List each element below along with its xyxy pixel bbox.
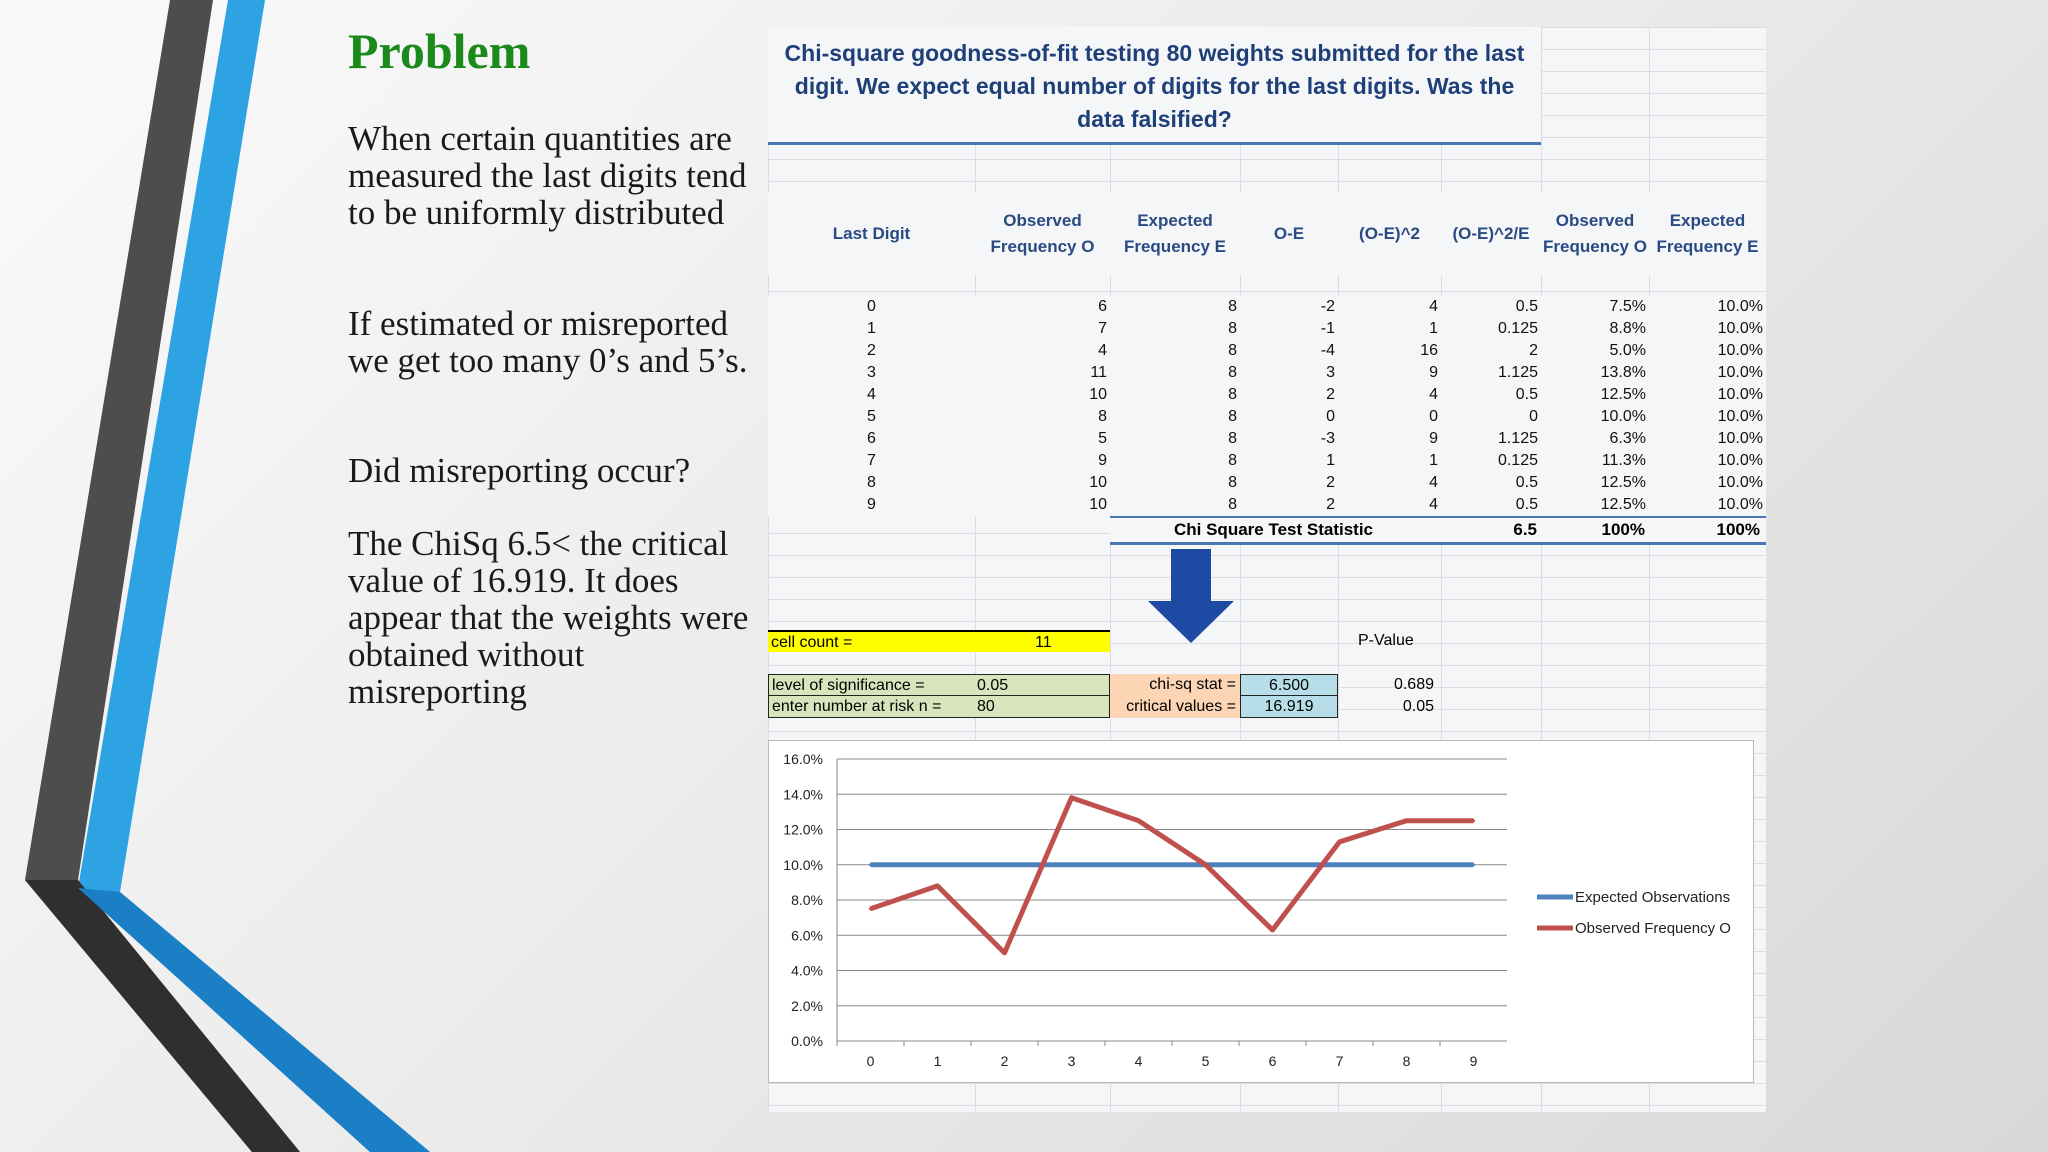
data-point [869,907,872,910]
table-row [768,362,1766,384]
x-tick-label: 6 [1268,1053,1277,1069]
table-cell[interactable]: 10.0% [1717,342,1763,359]
y-tick-label: 4.0% [791,962,823,979]
table-cell[interactable]: 10.0% [1717,386,1763,403]
data-point [1405,863,1408,866]
table-cell[interactable]: 0 [1529,408,1538,425]
table-cell[interactable]: 2 [1326,496,1335,513]
data-point [1271,863,1274,866]
y-tick-label: 8.0% [791,892,823,908]
table-cell[interactable]: 0 [867,298,876,315]
table-cell[interactable]: 12.5% [1600,386,1646,403]
data-point [1271,928,1274,931]
column-header: Last Digit [832,224,911,243]
table-cell[interactable]: 0.125 [1497,452,1538,469]
table-cell[interactable]: 12.5% [1600,496,1646,513]
table-row [768,494,1766,516]
y-tick-label: 0.0% [791,1033,823,1049]
table-cell[interactable]: 10 [1089,386,1107,403]
table-cell[interactable]: 10.0% [1717,320,1763,337]
table-row [768,472,1766,494]
x-tick-label: 9 [1469,1053,1478,1069]
table-cell[interactable]: 4 [1429,496,1438,513]
table-cell[interactable]: 8 [1228,452,1237,469]
data-point [936,884,939,887]
column-header: Expected Frequency E [1656,211,1759,256]
table-cell[interactable]: 7.5% [1609,298,1646,315]
table-cell[interactable]: 6 [1098,298,1107,315]
table-row [768,296,1766,318]
table-cell[interactable]: 8 [1228,408,1237,425]
alpha-value: 0.05 [1402,698,1434,715]
table-cell[interactable]: 9 [1429,430,1438,447]
data-point [936,863,939,866]
data-point [1338,840,1341,843]
chi-square-total: 6.5 [1513,520,1537,539]
data-point [1070,863,1073,866]
series-line-observed [871,798,1474,953]
table-row [768,450,1766,472]
table-cell[interactable]: 7 [1098,320,1107,337]
table-cell[interactable]: 10 [1089,474,1107,491]
table-cell[interactable]: 10 [1089,496,1107,513]
cell-count-box[interactable] [768,630,1110,652]
data-point [1472,819,1475,822]
table-cell[interactable]: 5.0% [1609,342,1646,359]
table-cell[interactable]: 1 [1429,452,1438,469]
table-cell[interactable]: 2 [867,342,876,359]
table-cell[interactable]: 8 [1228,342,1237,359]
table-header [768,193,1766,275]
table-cell[interactable]: 2 [1326,474,1335,491]
x-tick-label: 8 [1402,1053,1411,1069]
table-cell[interactable]: 2 [1326,386,1335,403]
table-row [768,406,1766,428]
y-tick-label: 16.0% [783,751,823,767]
table-cell[interactable]: 4 [1429,474,1438,491]
critical-values-label: critical values = [1110,696,1240,718]
data-point [1338,863,1341,866]
critical-value: 16.919 [1240,696,1338,718]
table-cell[interactable]: 10.0% [1717,496,1763,513]
expected-total: 100% [1716,520,1760,539]
table-cell[interactable]: 8 [867,474,876,491]
paragraph-misreported: If estimated or misreported we get too many 0’s and 5’s. [348,304,748,380]
observed-total: 100% [1601,520,1645,539]
table-cell[interactable]: 8 [1228,364,1237,381]
table-cell[interactable]: 9 [1098,452,1107,469]
table-cell[interactable]: 8 [1228,474,1237,491]
paragraph-conclusion: The ChiSq 6.5< the critical value of 16.919. It does appear that the weights were obtained without misreporting [348,524,749,711]
data-point [1137,819,1140,822]
table-cell[interactable]: 8.8% [1609,320,1646,337]
table-cell[interactable]: 0.5 [1515,386,1538,403]
x-tick-label: 4 [1134,1053,1143,1069]
column-header: Expected Frequency E [1123,211,1227,256]
table-cell[interactable]: 3 [1326,364,1335,381]
data-point [1472,863,1475,866]
los-value: 0.05 [977,677,1009,694]
data-point [1003,951,1006,954]
table-cell[interactable]: 0.5 [1515,298,1538,315]
y-tick-label: 10.0% [783,856,823,873]
data-point [1204,863,1207,866]
n-value: 80 [977,698,995,715]
column-header: Observed Frequency O [1543,211,1647,256]
table-cell[interactable]: 16 [1420,342,1438,359]
chi-square-label: Chi Square Test Statistic [1173,520,1373,539]
table-cell[interactable]: 10.0% [1717,430,1763,447]
n-label: enter number at risk n = [772,698,942,715]
column-header: (O-E)^2/E [1452,224,1530,243]
x-tick-label: 3 [1067,1053,1076,1069]
table-cell[interactable]: 4 [867,386,876,403]
table-cell[interactable]: 13.8% [1600,364,1646,381]
level-of-significance-row[interactable] [768,674,1110,696]
table-cell[interactable]: 4 [1098,342,1107,359]
table-cell[interactable]: 7 [867,452,876,469]
column-header: O-E [1273,224,1305,243]
los-label: level of significance = [772,677,925,694]
pvalue-value: 0.689 [1393,676,1434,693]
table-cell[interactable]: 10.0% [1717,474,1763,491]
table-cell[interactable]: -4 [1320,342,1335,359]
y-tick-label: 12.0% [783,821,823,838]
chisq-stat-value: 6.500 [1240,674,1338,696]
x-tick-label: 1 [933,1053,942,1069]
slide-title: Problem [348,23,531,79]
table-cell[interactable]: 9 [1429,364,1438,381]
legend-label: Observed Frequency O [1575,920,1731,937]
table-cell[interactable]: 6 [867,430,876,447]
chisq-stat-label: chi-sq stat = [1110,674,1240,696]
paragraph-uniform: When certain quantities are measured the last digits tend to be uniformly distributed [348,119,747,232]
down-arrow-icon [1148,549,1234,645]
table-cell[interactable]: -3 [1320,430,1335,447]
table-cell[interactable]: 0.125 [1497,320,1538,337]
x-tick-label: 5 [1201,1053,1210,1069]
table-cell[interactable]: 4 [1429,298,1438,315]
table-cell[interactable]: 8 [1228,430,1237,447]
totals-row [1110,516,1766,545]
table-cell[interactable]: 10.0% [1717,408,1763,425]
table-cell[interactable]: 9 [867,496,876,513]
data-point [869,863,872,866]
table-cell[interactable]: 11 [1090,364,1107,381]
table-cell[interactable]: 1 [867,320,876,337]
x-tick-label: 0 [866,1053,875,1069]
table-row [768,384,1766,406]
table-cell[interactable]: 8 [1098,408,1107,425]
legend-label: Expected Observations [1575,889,1731,906]
table-cell[interactable]: 8 [1228,298,1237,315]
x-tick-label: 2 [1000,1053,1009,1069]
table-row [768,428,1766,450]
y-tick-label: 2.0% [791,997,823,1014]
table-cell[interactable]: 2 [1529,342,1538,359]
table-cell[interactable]: -2 [1320,298,1335,315]
line-chart [768,740,1754,1083]
table-cell[interactable]: 10.0% [1717,364,1763,381]
risk-n-row[interactable] [768,696,1110,718]
table-cell[interactable]: 10.0% [1717,452,1763,469]
table-cell[interactable]: 5 [1098,430,1107,447]
cell-count-label: cell count = [771,634,853,651]
table-cell[interactable]: 3 [867,364,876,381]
table-cell[interactable]: 0 [1326,408,1335,425]
column-header: Observed Frequency O [990,211,1095,256]
table-row [768,318,1766,340]
data-point [1070,796,1073,799]
table-cell[interactable]: 1.125 [1497,364,1538,381]
table-cell[interactable]: 1 [1326,452,1335,469]
cell-count-value: 11 [1035,634,1052,651]
table-cell[interactable]: 10.0% [1717,298,1763,315]
table-cell[interactable]: 8 [1228,386,1237,403]
table-cell[interactable]: -1 [1320,320,1335,337]
data-point [1405,819,1408,822]
y-tick-label: 14.0% [783,786,823,803]
table-cell[interactable]: 8 [1228,496,1237,513]
table-row [768,340,1766,362]
paragraph-question: Did misreporting occur? [348,451,691,490]
table-cell[interactable]: 0.5 [1515,496,1538,513]
pvalue-label: P-Value [1358,632,1414,649]
table-cell[interactable]: 0 [1429,408,1438,425]
table-cell[interactable]: 11.3% [1601,452,1646,469]
sheet-heading: Chi-square goodness-of-fit testing 80 weights submitted for the last digit. We expect equal number of digits for the last digits. Was the data falsified? [768,27,1541,145]
data-point [1003,863,1006,866]
y-tick-label: 6.0% [791,927,823,944]
x-tick-label: 7 [1335,1053,1344,1069]
column-header: (O-E)^2 [1359,224,1420,243]
table-cell[interactable]: 4 [1429,386,1438,403]
table-cell[interactable]: 0.5 [1515,474,1538,491]
table-cell[interactable]: 5 [867,408,876,425]
table-cell[interactable]: 1.125 [1497,430,1538,447]
data-point [1137,863,1140,866]
table-cell[interactable]: 10.0% [1600,408,1646,425]
table-cell[interactable]: 6.3% [1609,430,1646,447]
table-cell[interactable]: 1 [1429,320,1438,337]
table-cell[interactable]: 12.5% [1600,474,1646,491]
table-cell[interactable]: 8 [1228,320,1237,337]
